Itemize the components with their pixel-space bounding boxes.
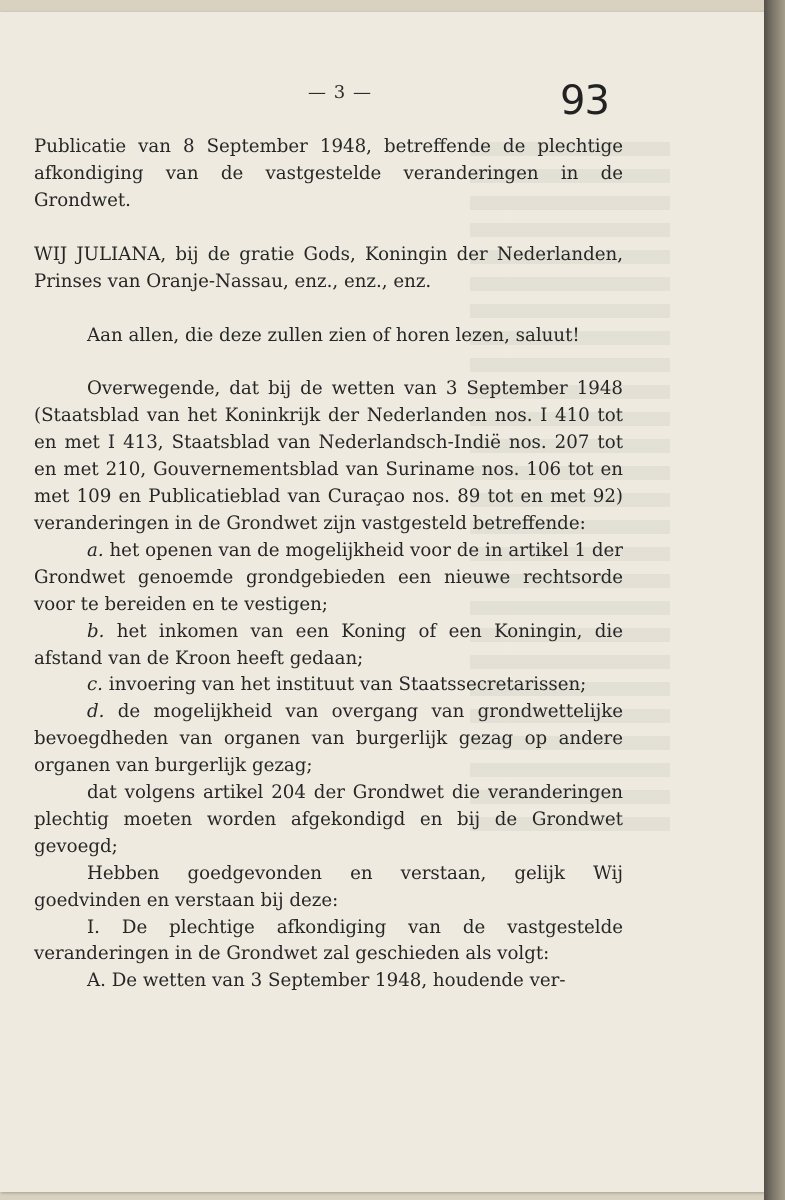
list-item-text: het openen van de mogelijkheid voor de in artikel 1 der Grondwet genoemde grondgebieden een nieuwe rechtsorde voor te bereiden en te vestigen; bbox=[34, 539, 623, 615]
list-item bbox=[34, 699, 623, 780]
list-item-text: de mogelijkheid van overgang van grondwettelijke bevoegdheden van organen van burgerlijk gezag op andere organen van burgerlijk gezag; bbox=[34, 701, 623, 777]
page-marker: — 3 — bbox=[308, 82, 372, 103]
preamble: WIJ JULIANA, bij de gratie Gods, Koningin der Nederlanden, Prinses van Oranje-Nassau, enz., enz., enz. bbox=[34, 243, 623, 292]
publication-title: Publicatie van 8 September 1948, betreffende de plechtige afkondiging van de vastgestelde veranderingen in de Grondwet. bbox=[34, 136, 623, 211]
list-item-label: d. bbox=[87, 701, 105, 723]
list-item-label: b. bbox=[87, 620, 105, 642]
page-edge-shadow bbox=[764, 0, 785, 1200]
list-item bbox=[34, 619, 623, 673]
list-item-label: a. bbox=[87, 539, 104, 561]
list-item-text: het inkomen van een Koning of een Koningin, die afstand van de Kroon heeft gedaan; bbox=[34, 620, 623, 669]
article-paragraph: dat volgens artikel 204 der Grondwet die veranderingen plechtig moeten worden afgekondigd en bij de Grondwet gevoegd; bbox=[34, 782, 623, 857]
list-item-text: invoering van het instituut van Staatssecretarissen; bbox=[108, 674, 587, 696]
section-A-paragraph: A. De wetten van 3 September 1948, houdende ver- bbox=[87, 970, 566, 992]
greeting: Aan allen, die deze zullen zien of horen lezen, saluut! bbox=[87, 324, 580, 346]
list-item bbox=[34, 538, 623, 619]
list-item bbox=[34, 672, 623, 699]
section-I-paragraph: I. De plechtige afkondiging van de vastgestelde veranderingen in de Grondwet zal geschieden als volgt: bbox=[34, 916, 623, 965]
considering-paragraph: Overwegende, dat bij de wetten van 3 September 1948 (Staatsblad van het Koninkrijk der Nederlanden nos. I 410 tot en met I 413, Staatsblad van Nederlandsch-Indië nos. 207 tot en met 210, Gouvernementsblad van Suriname nos. 106 tot en met 109 en Publicatieblad van Curaçao nos. 89 tot en met 92) veranderingen in de Grondwet zijn vastgesteld betreffende: bbox=[34, 378, 623, 534]
page-number: 93 bbox=[560, 78, 609, 124]
document-body bbox=[34, 134, 623, 995]
list-item-label: c. bbox=[87, 674, 103, 696]
decree-paragraph: Hebben goedgevonden en verstaan, gelijk Wij goedvinden en verstaan bij deze: bbox=[34, 862, 623, 911]
